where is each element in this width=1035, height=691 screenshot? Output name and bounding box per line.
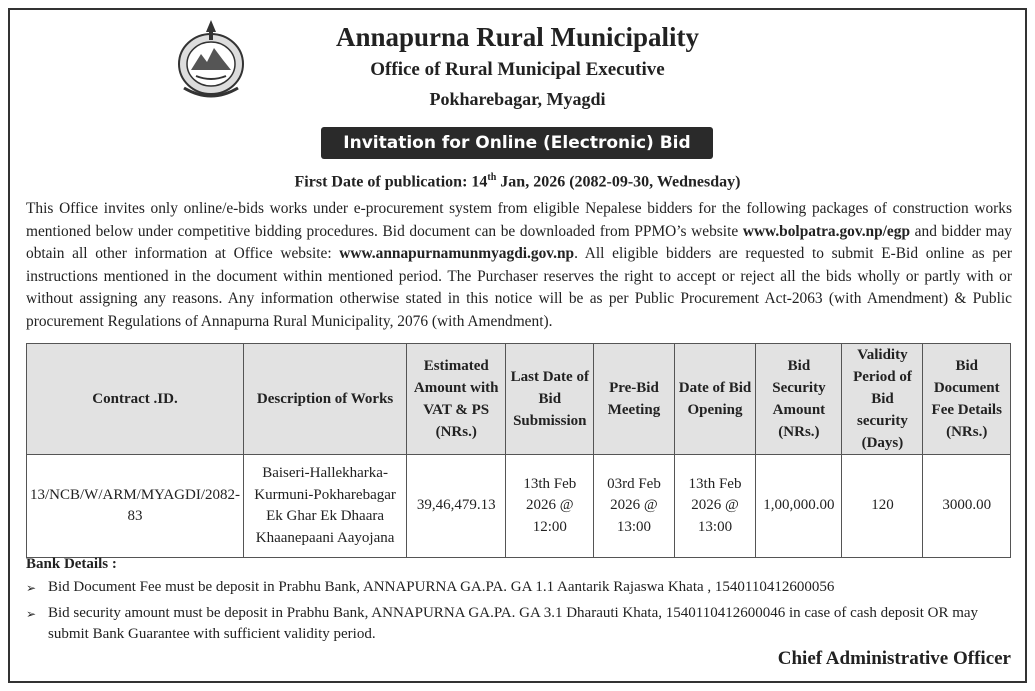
bid-table: [26, 343, 1011, 558]
header-opening-date: Date of Bid Opening: [674, 344, 756, 455]
signature: Chief Administrative Officer: [777, 648, 1011, 669]
notice-body: [26, 198, 1012, 334]
office-name: Office of Rural Municipal Executive: [370, 59, 665, 80]
bank-details-title: Bank Details :: [26, 556, 117, 572]
header: [0, 22, 1035, 110]
cell-bid-security: 1,00,000.00: [756, 455, 842, 558]
header-bid-security: Bid Security Amount (NRs.): [756, 344, 842, 455]
office-address: Pokharebagar, Myagdi: [429, 89, 606, 109]
header-doc-fee: Bid Document Fee Details (NRs.): [923, 344, 1011, 455]
office-website-link[interactable]: www.annapurnamunmyagdi.gov.np: [339, 245, 575, 263]
cell-doc-fee: 3000.00: [923, 455, 1011, 558]
header-pre-bid: Pre-Bid Meeting: [594, 344, 674, 455]
cell-contract-id: 13/NCB/W/ARM/MYAGDI/2082-83: [27, 455, 244, 558]
arrow-bullet-icon: ➢: [26, 607, 37, 621]
bank-details: [26, 556, 1012, 649]
body-part-1: This Office invites only online/e-bids works under e-procurement system from eligible Nepalese bidders for the following packages of construction works mentioned below under competitive bidding procedures. Bid document can be downloaded from PPMO’s website: [26, 200, 1012, 240]
notice-banner: Invitation for Online (Electronic) Bid: [321, 127, 713, 159]
list-item: [26, 577, 1012, 599]
body-part-3: . All eligible bidders are requested to submit E-Bid online as per instructions mentioned in the document within mentioned period. The Purchaser reserves the right to accept or reject all the bids wholly or partly with or without assigning any reasons. Any information otherwise stated in this notice will be as per Public Procurement Act-2063 (with Amendment) & Public procurement Regulations of Annapurna Rural Municipality, 2076 (with Amendment).: [26, 245, 1012, 330]
cell-description: Baiseri-Hallekharka-Kurmuni-Pokharebagar Ek Ghar Ek Dhaara Khaanepaani Aayojana: [244, 455, 407, 558]
org-name: Annapurna Rural Municipality: [335, 22, 700, 52]
bank-item-text: Bid security amount must be deposit in Prabhu Bank, ANNAPURNA GA.PA. GA 3.1 Dharauti Khata, 1540110412600046 in case of cash deposit OR may submit Bank Guarantee with sufficient validity period.: [48, 605, 979, 642]
header-estimated-amount: Estimated Amount with VAT & PS (NRs.): [407, 344, 506, 455]
pubdate-suffix: Jan, 2026 (2082-09-30, Wednesday): [496, 173, 741, 191]
arrow-bullet-icon: ➢: [26, 581, 37, 595]
cell-pre-bid: 03rd Feb 2026 @ 13:00: [594, 455, 674, 558]
table-header-row: [27, 344, 1011, 455]
bank-item-text: Bid Document Fee must be deposit in Prabhu Bank, ANNAPURNA GA.PA. GA 1.1 Aantarik Rajaswa Khata , 1540110412600056: [48, 579, 835, 595]
publication-date: [0, 172, 1035, 191]
table-row: [27, 455, 1011, 558]
cell-opening-date: 13th Feb 2026 @ 13:00: [674, 455, 756, 558]
list-item: [26, 603, 1012, 645]
cell-estimated-amount: 39,46,479.13: [407, 455, 506, 558]
header-validity: Validity Period of Bid security (Days): [842, 344, 923, 455]
cell-last-date: 13th Feb 2026 @ 12:00: [506, 455, 594, 558]
pubdate-prefix: First Date of publication: 14: [294, 173, 488, 191]
header-contract-id: Contract .ID.: [27, 344, 244, 455]
pubdate-sup: th: [487, 172, 497, 183]
header-last-date: Last Date of Bid Submission: [506, 344, 594, 455]
cell-validity: 120: [842, 455, 923, 558]
header-description: Description of Works: [244, 344, 407, 455]
body-part-2: and bidder may obtain all other information at Office website:: [26, 222, 1012, 263]
ppmo-website-link[interactable]: www.bolpatra.gov.np/egp: [742, 222, 911, 240]
